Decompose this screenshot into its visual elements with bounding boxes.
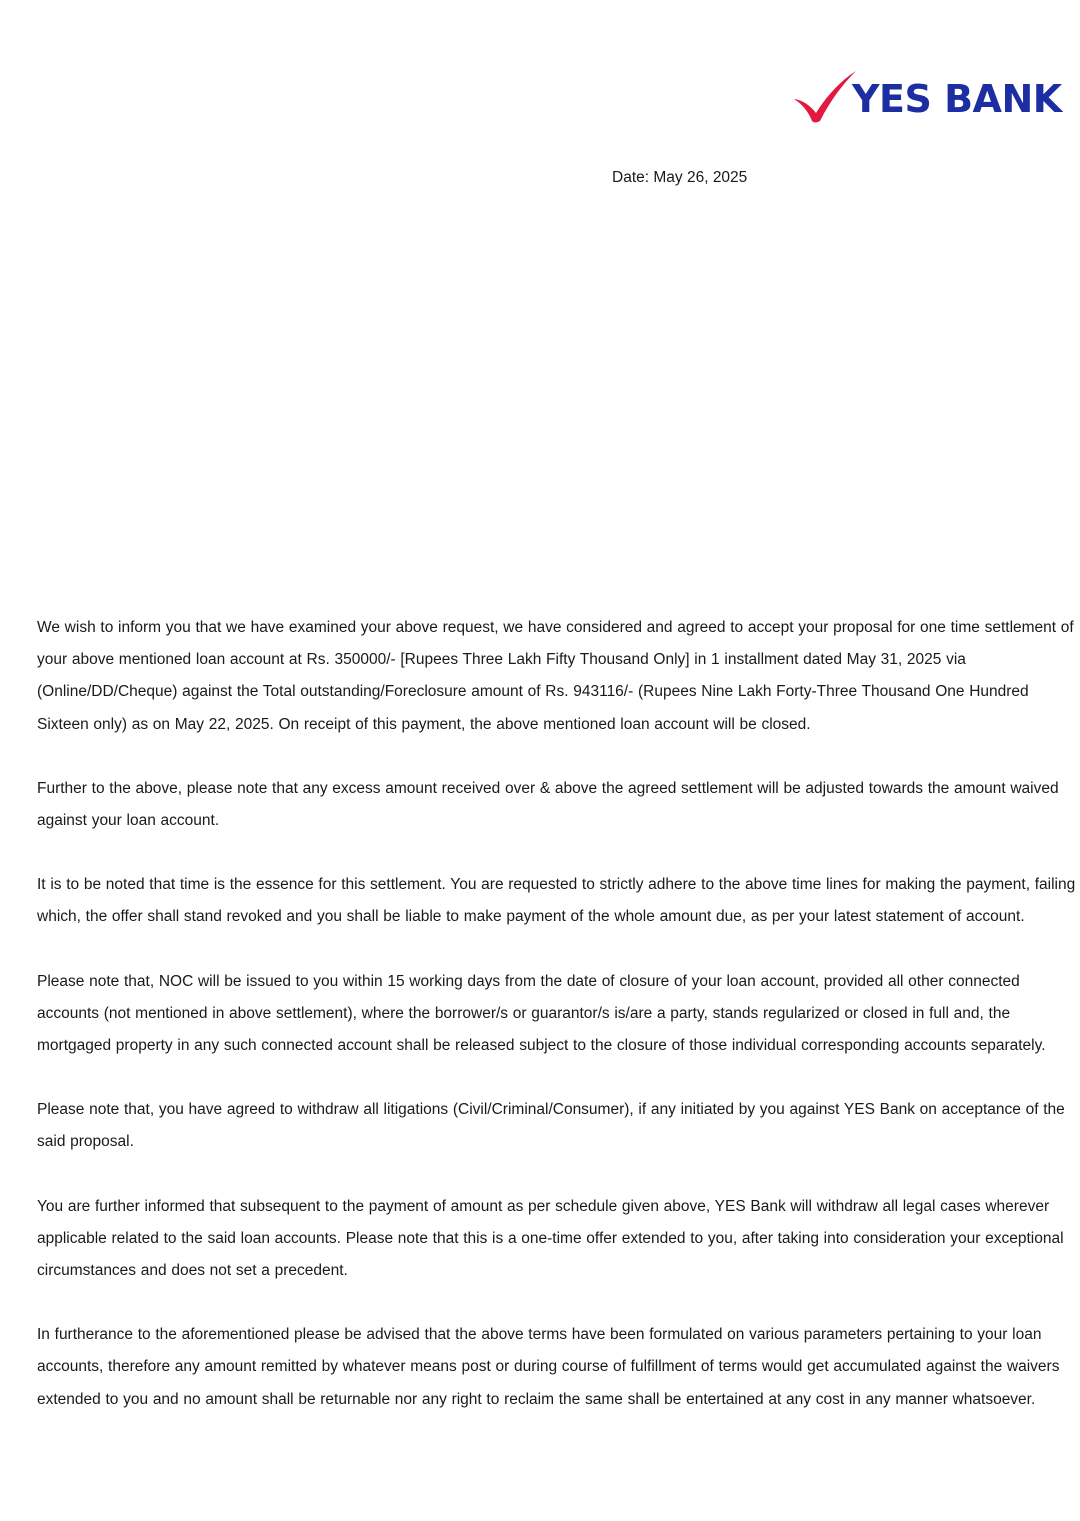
bank-name: YES BANK [852,77,1062,121]
paragraph-time-essence: It is to be noted that time is the essence for this settlement. You are requested to strictly adhere to the above time lines for making the payment, failing which, the offer shall stand revoked and you shall be liable to make payment of the whole amount due, as per your latest statement of account. [37,876,1076,926]
paragraph-noc-issuance: Please note that, NOC will be issued to you within 15 working days from the date of closure of your loan account, provided all other connected accounts (not mentioned in above settlement), where the borrower/s or guarantor/s is/are a party, stands regularized or closed in full and, the mortgaged property in any such connected account shall be released subject to the closure of those individual corresponding accounts separately. [37,972,1046,1055]
paragraph-terms-waivers: In furtherance to the aforementioned please be advised that the above terms have been formulated on various parameters pertaining to your loan accounts, therefore any amount remitted by whatever means post or during course of fulfillment of terms would get accumulated against the waivers extended to you and no amount shall be returnable nor any right to reclaim the same shall be entertained at any cost in any manner whatsoever. [37,1326,1060,1408]
paragraph-settlement-acceptance: We wish to inform you that we have examined your above request, we have considered and agreed to accept your proposal for one time settlement of your above mentioned loan account at Rs. 350000/- [Rupees Three Lakh Fifty Thousand Only] in 1 installment dated May 31, 2025 via (Online/DD/Cheque) against the Total outstanding/Foreclosure amount of Rs. 943116/- (Rupees Nine Lakh Forty-Three Thousand One Hundred Sixteen only) as on May 22, 2025. On receipt of this payment, the above mentioned loan account will be closed. [37,619,1074,733]
paragraph-litigation-withdrawal: Please note that, you have agreed to withdraw all litigations (Civil/Criminal/Consumer), if any initiated by you against YES Bank on acceptance of the said proposal. [37,1101,1065,1151]
date-label: Date: [612,169,650,186]
letter-date [612,169,747,187]
letter-body [37,612,1077,1448]
checkmark-icon [792,69,858,125]
paragraph-legal-cases: You are further informed that subsequent to the payment of amount as per schedule given above, YES Bank will withdraw all legal cases wherever applicable related to the said loan accounts. Please note that this is a one-time offer extended to you, after taking into consideration your exceptional circumstances and does not set a precedent. [37,1197,1064,1280]
bank-logo [792,66,1074,128]
paragraph-excess-amount: Further to the above, please note that any excess amount received over & above the agreed settlement will be adjusted towards the amount waived against your loan account. [37,779,1059,830]
date-value: May 26, 2025 [653,169,748,186]
